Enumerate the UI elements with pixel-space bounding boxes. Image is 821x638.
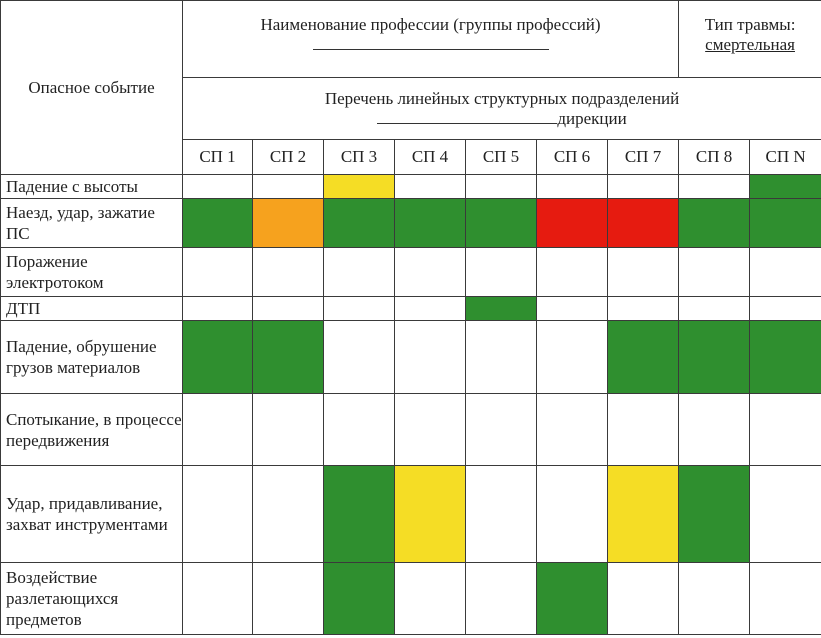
risk-cell <box>466 563 537 635</box>
risk-cell <box>253 199 324 248</box>
risk-cell <box>537 248 608 297</box>
risk-cell <box>324 175 395 199</box>
risk-cell <box>183 466 253 563</box>
event-label: Спотыкание, в процессе передвижения <box>1 394 183 466</box>
event-label: ДТП <box>1 297 183 321</box>
column-header-sp1: СП 1 <box>183 140 253 175</box>
risk-cell <box>253 466 324 563</box>
risk-cell <box>750 563 821 635</box>
risk-cell <box>183 563 253 635</box>
risk-cell <box>183 297 253 321</box>
event-label: Падение с высоты <box>1 175 183 199</box>
risk-cell <box>608 394 679 466</box>
risk-cell <box>608 321 679 394</box>
risk-cell <box>324 297 395 321</box>
risk-cell <box>679 199 750 248</box>
risk-cell <box>537 175 608 199</box>
table-row <box>1 297 821 321</box>
risk-cell <box>750 321 821 394</box>
risk-cell <box>608 248 679 297</box>
risk-cell <box>253 175 324 199</box>
table-row <box>1 466 821 563</box>
risk-cell <box>395 394 466 466</box>
risk-cell <box>324 563 395 635</box>
risk-cell <box>679 321 750 394</box>
risk-cell <box>324 321 395 394</box>
risk-cell <box>183 199 253 248</box>
risk-cell <box>466 394 537 466</box>
risk-cell <box>395 297 466 321</box>
units-list-header <box>183 78 821 140</box>
risk-cell <box>750 175 821 199</box>
risk-cell <box>324 466 395 563</box>
risk-cell <box>183 321 253 394</box>
event-label: Поражение электротоком <box>1 248 183 297</box>
column-header-sp7: СП 7 <box>608 140 679 175</box>
column-header-sp5: СП 5 <box>466 140 537 175</box>
profession-blank-line <box>313 45 549 50</box>
risk-cell <box>679 394 750 466</box>
risk-cell <box>750 199 821 248</box>
risk-cell <box>608 563 679 635</box>
header-row-profession <box>1 1 821 78</box>
units-list-label: Перечень линейных структурных подразделений <box>324 88 680 108</box>
injury-type-header <box>679 1 821 78</box>
risk-cell <box>608 175 679 199</box>
risk-cell <box>679 563 750 635</box>
event-column-label: Опасное событие <box>28 77 155 97</box>
risk-cell <box>324 394 395 466</box>
risk-cell <box>537 199 608 248</box>
profession-header <box>183 1 679 78</box>
event-column-header <box>1 1 183 175</box>
table-row <box>1 248 821 297</box>
risk-cell <box>537 466 608 563</box>
column-header-sp2: СП 2 <box>253 140 324 175</box>
profession-label: Наименование профессии (группы профессий) <box>260 15 601 34</box>
risk-cell <box>466 199 537 248</box>
table-row <box>1 199 821 248</box>
table-row <box>1 394 821 466</box>
column-header-sp8: СП 8 <box>679 140 750 175</box>
risk-cell <box>253 394 324 466</box>
risk-cell <box>750 466 821 563</box>
event-label: Наезд, удар, зажатие ПС <box>1 199 183 248</box>
table-row <box>1 175 821 199</box>
risk-cell <box>253 248 324 297</box>
risk-cell <box>466 175 537 199</box>
risk-cell <box>395 199 466 248</box>
event-label: Удар, придавливание, захват инструментами <box>1 466 183 563</box>
risk-cell <box>679 175 750 199</box>
risk-cell <box>324 199 395 248</box>
risk-cell <box>679 248 750 297</box>
table-row <box>1 321 821 394</box>
event-label: Воздействие разлетающихся предметов <box>1 563 183 635</box>
table-row <box>1 563 821 635</box>
column-header-sp3: СП 3 <box>324 140 395 175</box>
risk-cell <box>395 563 466 635</box>
risk-cell <box>537 321 608 394</box>
risk-cell <box>537 297 608 321</box>
risk-cell <box>253 321 324 394</box>
risk-cell <box>608 466 679 563</box>
risk-cell <box>253 297 324 321</box>
risk-cell <box>679 297 750 321</box>
risk-cell <box>537 394 608 466</box>
risk-cell <box>466 297 537 321</box>
risk-cell <box>183 394 253 466</box>
risk-cell <box>679 466 750 563</box>
event-label: Падение, обрушение грузов материалов <box>1 321 183 394</box>
units-list-suffix: дирекции <box>557 108 627 128</box>
risk-cell <box>466 321 537 394</box>
risk-cell <box>253 563 324 635</box>
risk-cell <box>324 248 395 297</box>
risk-cell <box>183 175 253 199</box>
risk-cell <box>395 248 466 297</box>
injury-type-label: Тип травмы: <box>704 15 796 34</box>
units-blank-line <box>377 119 557 124</box>
risk-cell <box>750 394 821 466</box>
risk-cell <box>608 199 679 248</box>
risk-cell <box>183 248 253 297</box>
column-header-spn: СП N <box>750 140 821 175</box>
risk-cell <box>608 297 679 321</box>
risk-cell <box>395 175 466 199</box>
risk-cell <box>395 466 466 563</box>
risk-cell <box>750 297 821 321</box>
risk-cell <box>537 563 608 635</box>
column-header-sp6: СП 6 <box>537 140 608 175</box>
risk-cell <box>466 248 537 297</box>
risk-cell <box>395 321 466 394</box>
injury-type-value: смертельная <box>705 35 795 54</box>
risk-cell <box>466 466 537 563</box>
risk-cell <box>750 248 821 297</box>
column-header-sp4: СП 4 <box>395 140 466 175</box>
